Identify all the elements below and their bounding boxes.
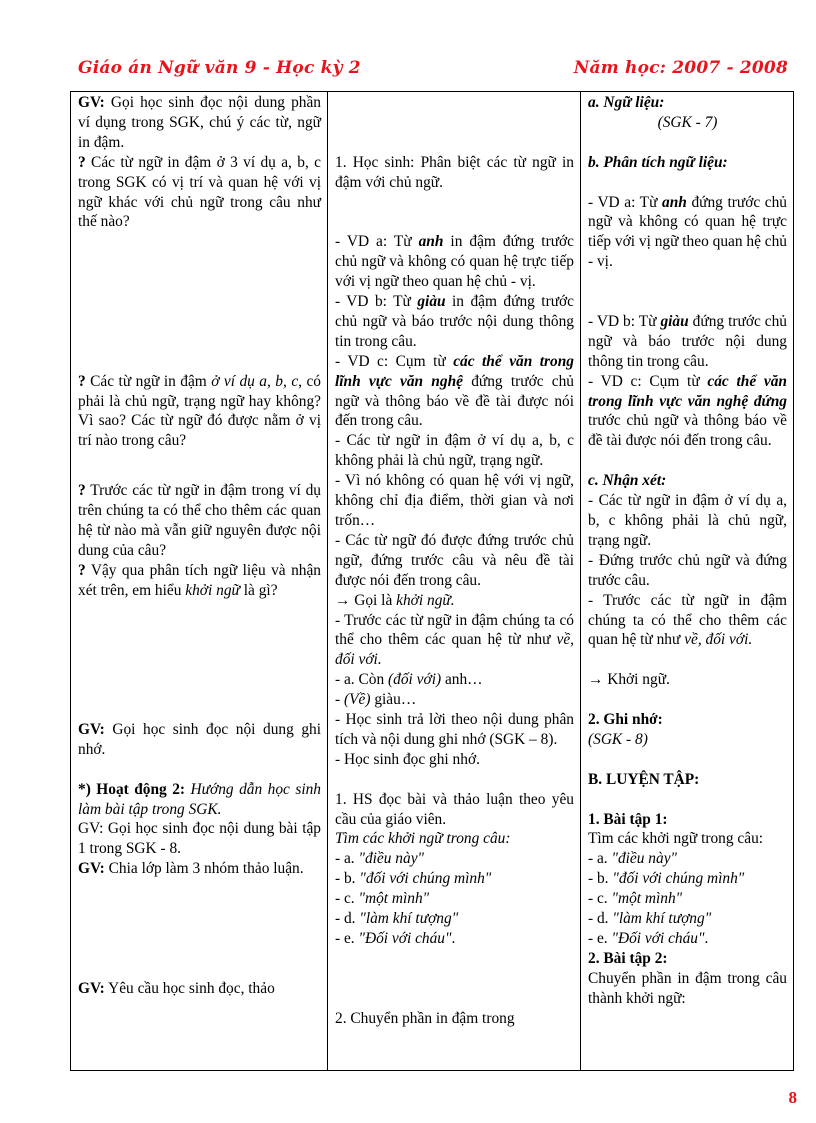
- text-segment: - VD b: Từ: [588, 312, 661, 330]
- text-segment: giàu: [417, 293, 446, 311]
- paragraph: [78, 372, 321, 452]
- lesson-table: [70, 91, 794, 1071]
- student-activity-column: [327, 92, 580, 1070]
- header-title: Giáo án Ngữ văn 9 - Học kỳ 2: [78, 58, 361, 78]
- text-segment: anh…: [441, 671, 483, 689]
- paragraph: [588, 869, 787, 889]
- paragraph: [588, 969, 787, 1009]
- paragraph: [588, 153, 787, 173]
- text-segment: Vậy qua phân tích ngữ liệu và nhận xét trên, em hiểu: [78, 561, 321, 599]
- text-segment: Chia lớp làm 3 nhóm thảo luận.: [104, 860, 304, 878]
- text-segment: - b.: [335, 870, 360, 888]
- text-segment: - VD a: Từ: [588, 193, 663, 211]
- paragraph: [78, 93, 321, 153]
- text-segment: khởi ngữ: [185, 581, 240, 599]
- text-segment: - e.: [335, 930, 359, 947]
- paragraph: [588, 113, 787, 133]
- paragraph: [78, 979, 321, 999]
- text-segment: - VD b: Từ: [335, 293, 418, 311]
- text-segment: - Học sinh đọc ghi nhớ.: [335, 750, 480, 768]
- text-segment: 2. Ghi nhớ:: [588, 711, 663, 728]
- text-segment: "đối với chúng mình": [359, 870, 492, 888]
- paragraph: [335, 153, 574, 193]
- paragraph: [335, 431, 574, 471]
- text-segment: Các từ ngữ in đậm ở 3 ví dụ a, b, c trong SGK có vị trí và quan hệ với vị ngữ khác với chủ ngữ trong câu như thế nào?: [78, 153, 321, 231]
- text-segment: GV:: [78, 860, 105, 878]
- paragraph: [588, 889, 787, 909]
- text-segment: in đậm đứng trước chủ ngữ và không có quan hệ trực tiếp với vị ngữ theo quan hệ chủ - vị.: [335, 233, 574, 291]
- paragraph: [588, 372, 787, 452]
- text-segment: - a.: [335, 850, 359, 868]
- paragraph: [588, 929, 787, 949]
- text-segment: (SGK - 8): [588, 730, 648, 748]
- text-segment: - c.: [335, 890, 359, 908]
- text-segment: Tìm các khởi ngữ trong câu:: [335, 830, 511, 848]
- paragraph: [335, 829, 574, 849]
- paragraph: [588, 471, 787, 491]
- text-segment: ở ví dụ a, b, c: [211, 372, 299, 390]
- text-segment: Gọi học sinh đọc nội dung ghi nhớ.: [78, 720, 321, 758]
- text-segment: - d.: [588, 910, 613, 928]
- text-segment: - Các từ ngữ in đậm ở ví dụ a, b, c không phải là chủ ngữ, trạng ngữ.: [335, 432, 574, 470]
- paragraph: [335, 849, 574, 869]
- text-segment: .: [451, 930, 456, 947]
- text-segment: 2. Chuyển phần in đậm trong: [335, 1009, 515, 1027]
- text-segment: - VD a: Từ: [335, 233, 419, 251]
- paragraph: [78, 859, 321, 879]
- teacher-activity-column: [71, 92, 327, 1070]
- paragraph: [335, 790, 574, 830]
- text-segment: GV: Gọi học sinh đọc nội dung bài tập 1 trong SGK - 8.: [78, 820, 321, 858]
- paragraph: [335, 1009, 574, 1029]
- text-segment: Hướng dẫn học sinh làm bài tập trong SGK.: [78, 780, 321, 818]
- text-segment: Yêu cầu học sinh đọc, thảo: [104, 979, 275, 997]
- text-segment: "Đối với cháu": [611, 929, 705, 947]
- text-segment: 1. Học sinh: Phân biệt các từ ngữ in đậm với chủ ngữ.: [335, 153, 574, 191]
- text-segment: - a. Còn: [335, 671, 389, 689]
- paragraph: [335, 670, 574, 690]
- paragraph: [335, 690, 574, 710]
- text-segment: khởi ngữ.: [396, 591, 455, 609]
- text-segment: đứng trước chủ ngữ và không có quan hệ trực tiếp với vị ngữ theo quan hệ chủ - vị.: [588, 193, 788, 271]
- text-segment: "điều này": [358, 850, 424, 868]
- paragraph: [335, 531, 574, 591]
- paragraph: [588, 710, 787, 730]
- text-segment: "Đối với cháu": [358, 930, 452, 947]
- text-segment: (SGK - 7): [657, 113, 718, 131]
- text-segment: - a.: [588, 850, 612, 868]
- text-segment: về, đối với.: [335, 631, 574, 669]
- text-segment: "một mình": [358, 890, 430, 908]
- text-segment: Gọi học sinh đọc nội dung phần ví dụng trong SGK, chú ý các từ, ngữ in đậm.: [78, 94, 321, 151]
- text-segment: GV:: [78, 979, 105, 997]
- paragraph: [335, 591, 574, 611]
- paragraph: [588, 829, 787, 849]
- paragraph: [588, 909, 787, 929]
- text-segment: - c.: [588, 890, 612, 908]
- text-segment: trước chủ ngữ và thông báo về đề tài được nói đến trong câu.: [588, 412, 787, 450]
- text-segment: giàu: [660, 312, 689, 330]
- paragraph: [335, 889, 574, 909]
- text-segment: "điều này": [611, 850, 677, 868]
- text-segment: anh: [662, 193, 687, 211]
- text-segment: về, đối với.: [684, 631, 753, 649]
- paragraph: [78, 819, 321, 859]
- text-segment: - Trước các từ ngữ in đậm chúng ta có thể cho thêm các quan hệ từ như: [335, 611, 574, 649]
- text-segment: → Gọi là: [335, 591, 397, 609]
- text-segment: các thể văn trong lĩnh vực văn nghệ: [335, 352, 574, 390]
- text-segment: đứng trước chủ ngữ và thông báo về đề tài được nói đến trong câu.: [335, 372, 574, 430]
- text-segment: Tìm các khởi ngữ trong câu:: [588, 830, 764, 848]
- text-segment: - e.: [588, 929, 612, 947]
- text-segment: 1. HS đọc bài và thảo luận theo yêu cầu của giáo viên.: [335, 790, 574, 828]
- text-segment: .: [704, 929, 709, 947]
- text-segment: GV:: [78, 720, 105, 738]
- text-segment: "một mình": [611, 890, 683, 908]
- text-segment: các thể văn trong lĩnh vực văn nghệ đứng: [588, 372, 787, 410]
- text-segment: b. Phân tích ngữ liệu:: [588, 153, 728, 171]
- paragraph: [588, 312, 787, 372]
- paragraph: [78, 481, 321, 561]
- text-segment: - Trước các từ ngữ in đậm chúng ta có thể cho thêm các quan hệ từ như: [588, 591, 787, 649]
- paragraph: [588, 93, 787, 113]
- text-segment: - Vì nó không có quan hệ với vị ngữ, không chỉ địa điểm, thời gian và nơi trốn…: [335, 472, 574, 529]
- paragraph: [335, 471, 574, 531]
- text-segment: - Đứng trước chủ ngữ và đứng trước câu.: [588, 551, 787, 589]
- page-number: 8: [788, 1088, 797, 1107]
- text-segment: Các từ ngữ in đậm: [85, 372, 212, 390]
- text-segment: , có phải là chủ ngữ, trạng ngữ hay không? Vì sao? Các từ ngữ đó được nằm ở vị trí nào trong câu?: [78, 372, 321, 450]
- paragraph: [335, 232, 574, 292]
- paragraph: [78, 153, 321, 233]
- text-segment: ?: [78, 372, 86, 390]
- text-segment: "đối với chúng mình": [612, 870, 745, 888]
- text-segment: - VD c: Cụm từ: [588, 372, 708, 390]
- paragraph: [335, 929, 574, 949]
- paragraph: [335, 352, 574, 432]
- text-segment: - Học sinh trả lời theo nội dung phân tích và nội dung ghi nhớ (SGK – 8).: [335, 711, 574, 748]
- text-segment: (Về): [343, 691, 371, 709]
- text-segment: *) Hoạt động 2:: [78, 780, 186, 798]
- text-segment: → Khởi ngữ.: [588, 671, 670, 689]
- paragraph: [78, 780, 321, 820]
- paragraph: [588, 551, 787, 591]
- text-segment: (đối với): [388, 671, 442, 689]
- text-segment: GV:: [78, 94, 105, 111]
- text-segment: 2. Bài tập 2:: [588, 949, 668, 967]
- text-segment: - b.: [588, 870, 613, 888]
- text-segment: đứng trước chủ ngữ và báo trước nội dung thông tin trong câu.: [588, 312, 788, 370]
- lesson-content-column: [580, 92, 793, 1070]
- text-segment: c. Nhận xét:: [588, 472, 667, 490]
- paragraph: [335, 710, 574, 750]
- text-segment: Chuyển phần in đậm trong câu thành khởi ngữ:: [588, 969, 787, 1007]
- paragraph: [588, 770, 787, 790]
- text-segment: là gì?: [239, 581, 278, 599]
- text-segment: Trước các từ ngữ in đậm trong ví dụ trên chúng ta có thể cho thêm các quan hệ từ nào mà vẫn giữ nguyên được nội dung của câu?: [78, 482, 321, 559]
- paragraph: [335, 869, 574, 889]
- paragraph: [335, 909, 574, 929]
- text-segment: 1. Bài tập 1:: [588, 810, 668, 828]
- paragraph: [78, 561, 321, 601]
- text-segment: a. Ngữ liệu:: [588, 94, 665, 111]
- text-segment: giàu…: [370, 691, 417, 709]
- paragraph: [588, 810, 787, 830]
- text-segment: "làm khí tượng": [612, 910, 712, 928]
- header-school-year: Năm học: 2007 - 2008: [573, 58, 788, 78]
- text-segment: anh: [418, 233, 444, 251]
- text-segment: B. LUYỆN TẬP:: [588, 770, 700, 788]
- text-segment: "làm khí tượng": [359, 910, 459, 928]
- paragraph: [335, 750, 574, 770]
- text-segment: - d.: [335, 910, 360, 928]
- paragraph: [588, 730, 787, 750]
- paragraph: [588, 491, 787, 551]
- text-segment: - VD c: Cụm từ: [335, 352, 454, 370]
- paragraph: [588, 849, 787, 869]
- text-segment: -: [335, 691, 344, 709]
- paragraph: [588, 949, 787, 969]
- text-segment: ?: [78, 482, 86, 500]
- paragraph: [588, 193, 787, 273]
- text-segment: ?: [78, 153, 86, 171]
- text-segment: - Các từ ngữ đó được đứng trước chủ ngữ, đứng trước câu và nêu đề tài được nói đến trong câu.: [335, 531, 574, 589]
- paragraph: [588, 591, 787, 651]
- paragraph: [588, 670, 787, 690]
- text-segment: in đậm đứng trước chủ ngữ và báo trước nội dung thông tin trong câu.: [335, 293, 575, 350]
- paragraph: [335, 611, 574, 671]
- paragraph: [335, 292, 574, 352]
- text-segment: ?: [78, 561, 86, 579]
- paragraph: [78, 720, 321, 760]
- text-segment: - Các từ ngữ in đậm ở ví dụ a, b, c không phải là chủ ngữ, trạng ngữ.: [588, 492, 787, 549]
